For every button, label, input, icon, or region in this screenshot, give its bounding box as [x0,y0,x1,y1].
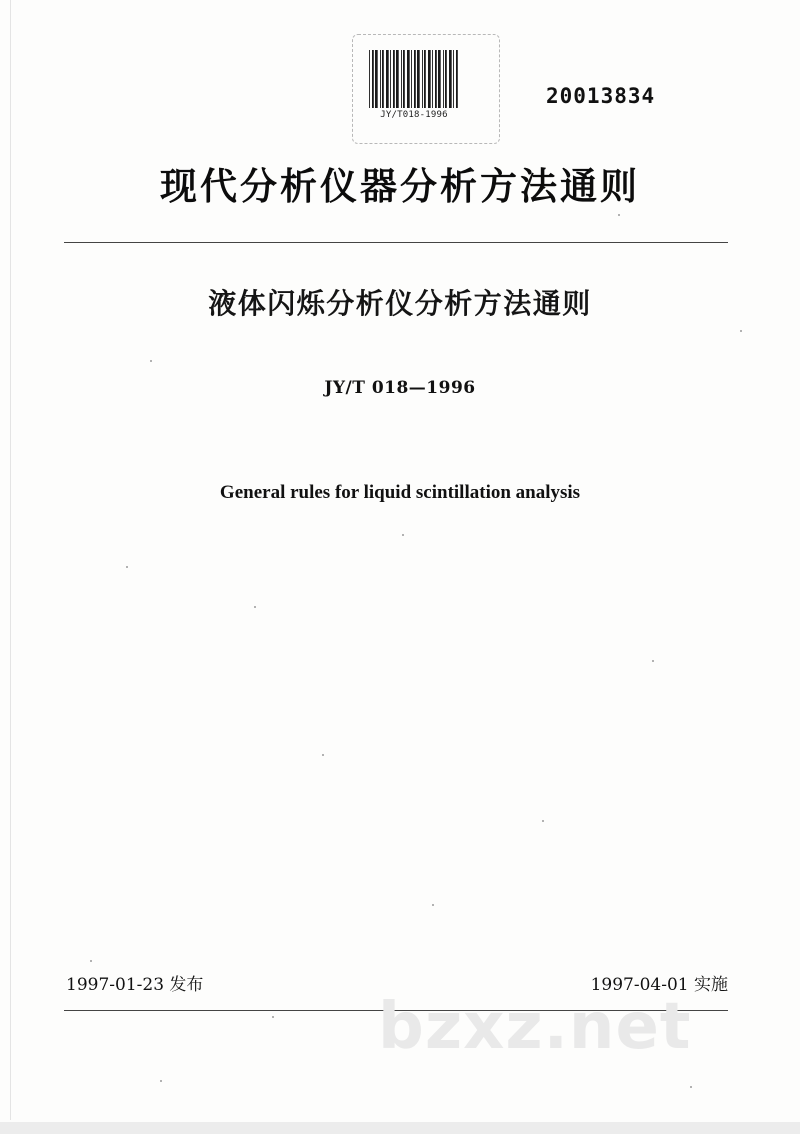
barcode-bar [414,50,416,108]
scan-speck [150,360,152,362]
scan-speck [652,660,654,662]
scan-speck [160,1080,162,1082]
catalog-number: 20013834 [546,84,656,108]
barcode-bar [407,50,410,108]
scan-speck [690,1086,692,1088]
site-watermark: bzxz.net [378,990,692,1064]
barcode-bar [372,50,374,108]
barcode-bar [403,50,405,108]
scan-speck [272,1016,274,1018]
scan-speck [542,820,544,822]
scan-speck [254,606,256,608]
barcode-bar [424,50,426,108]
barcode-bar [435,50,437,108]
barcode-bar [396,50,399,108]
barcode-bar [401,50,402,108]
standard-title-chinese: 液体闪烁分析仪分析方法通则 [208,287,592,320]
barcode-bar [393,50,395,108]
scan-speck [618,214,620,216]
scan-speck [740,330,742,332]
standard-code: JY/T 018—1996 [324,378,476,398]
barcode-bar [438,50,441,108]
issue-date: 1997-01-23 发布 [66,975,204,995]
barcode-bar [432,50,433,108]
scan-speck [402,534,404,536]
barcode-bar [386,50,389,108]
scan-speck [432,904,434,906]
barcode-bar [443,50,444,108]
barcode-bar [380,50,381,108]
barcode-bar [411,50,412,108]
barcode-bar [428,50,431,108]
barcode-bar [390,50,391,108]
barcode-bar [422,50,423,108]
barcode-bar [417,50,420,108]
barcode-bar [375,50,378,108]
barcode-bar [456,50,458,108]
barcode-caption: JY/T018-1996 [380,110,448,120]
scan-bottom-strip [0,1122,800,1134]
barcode-bar [453,50,454,108]
scan-speck [90,960,92,962]
series-title: 现代分析仪器分析方法通则 [160,165,640,208]
barcode-bar [445,50,447,108]
implement-date: 1997-04-01 实施 [590,975,728,995]
scan-speck [322,754,324,756]
barcode-image [368,50,460,108]
standard-title-english: General rules for liquid scintillation analysis [219,482,581,503]
barcode-bar [449,50,452,108]
title-divider [64,242,728,243]
barcode-bar [369,50,370,108]
barcode-bar [382,50,384,108]
scan-speck [126,566,128,568]
